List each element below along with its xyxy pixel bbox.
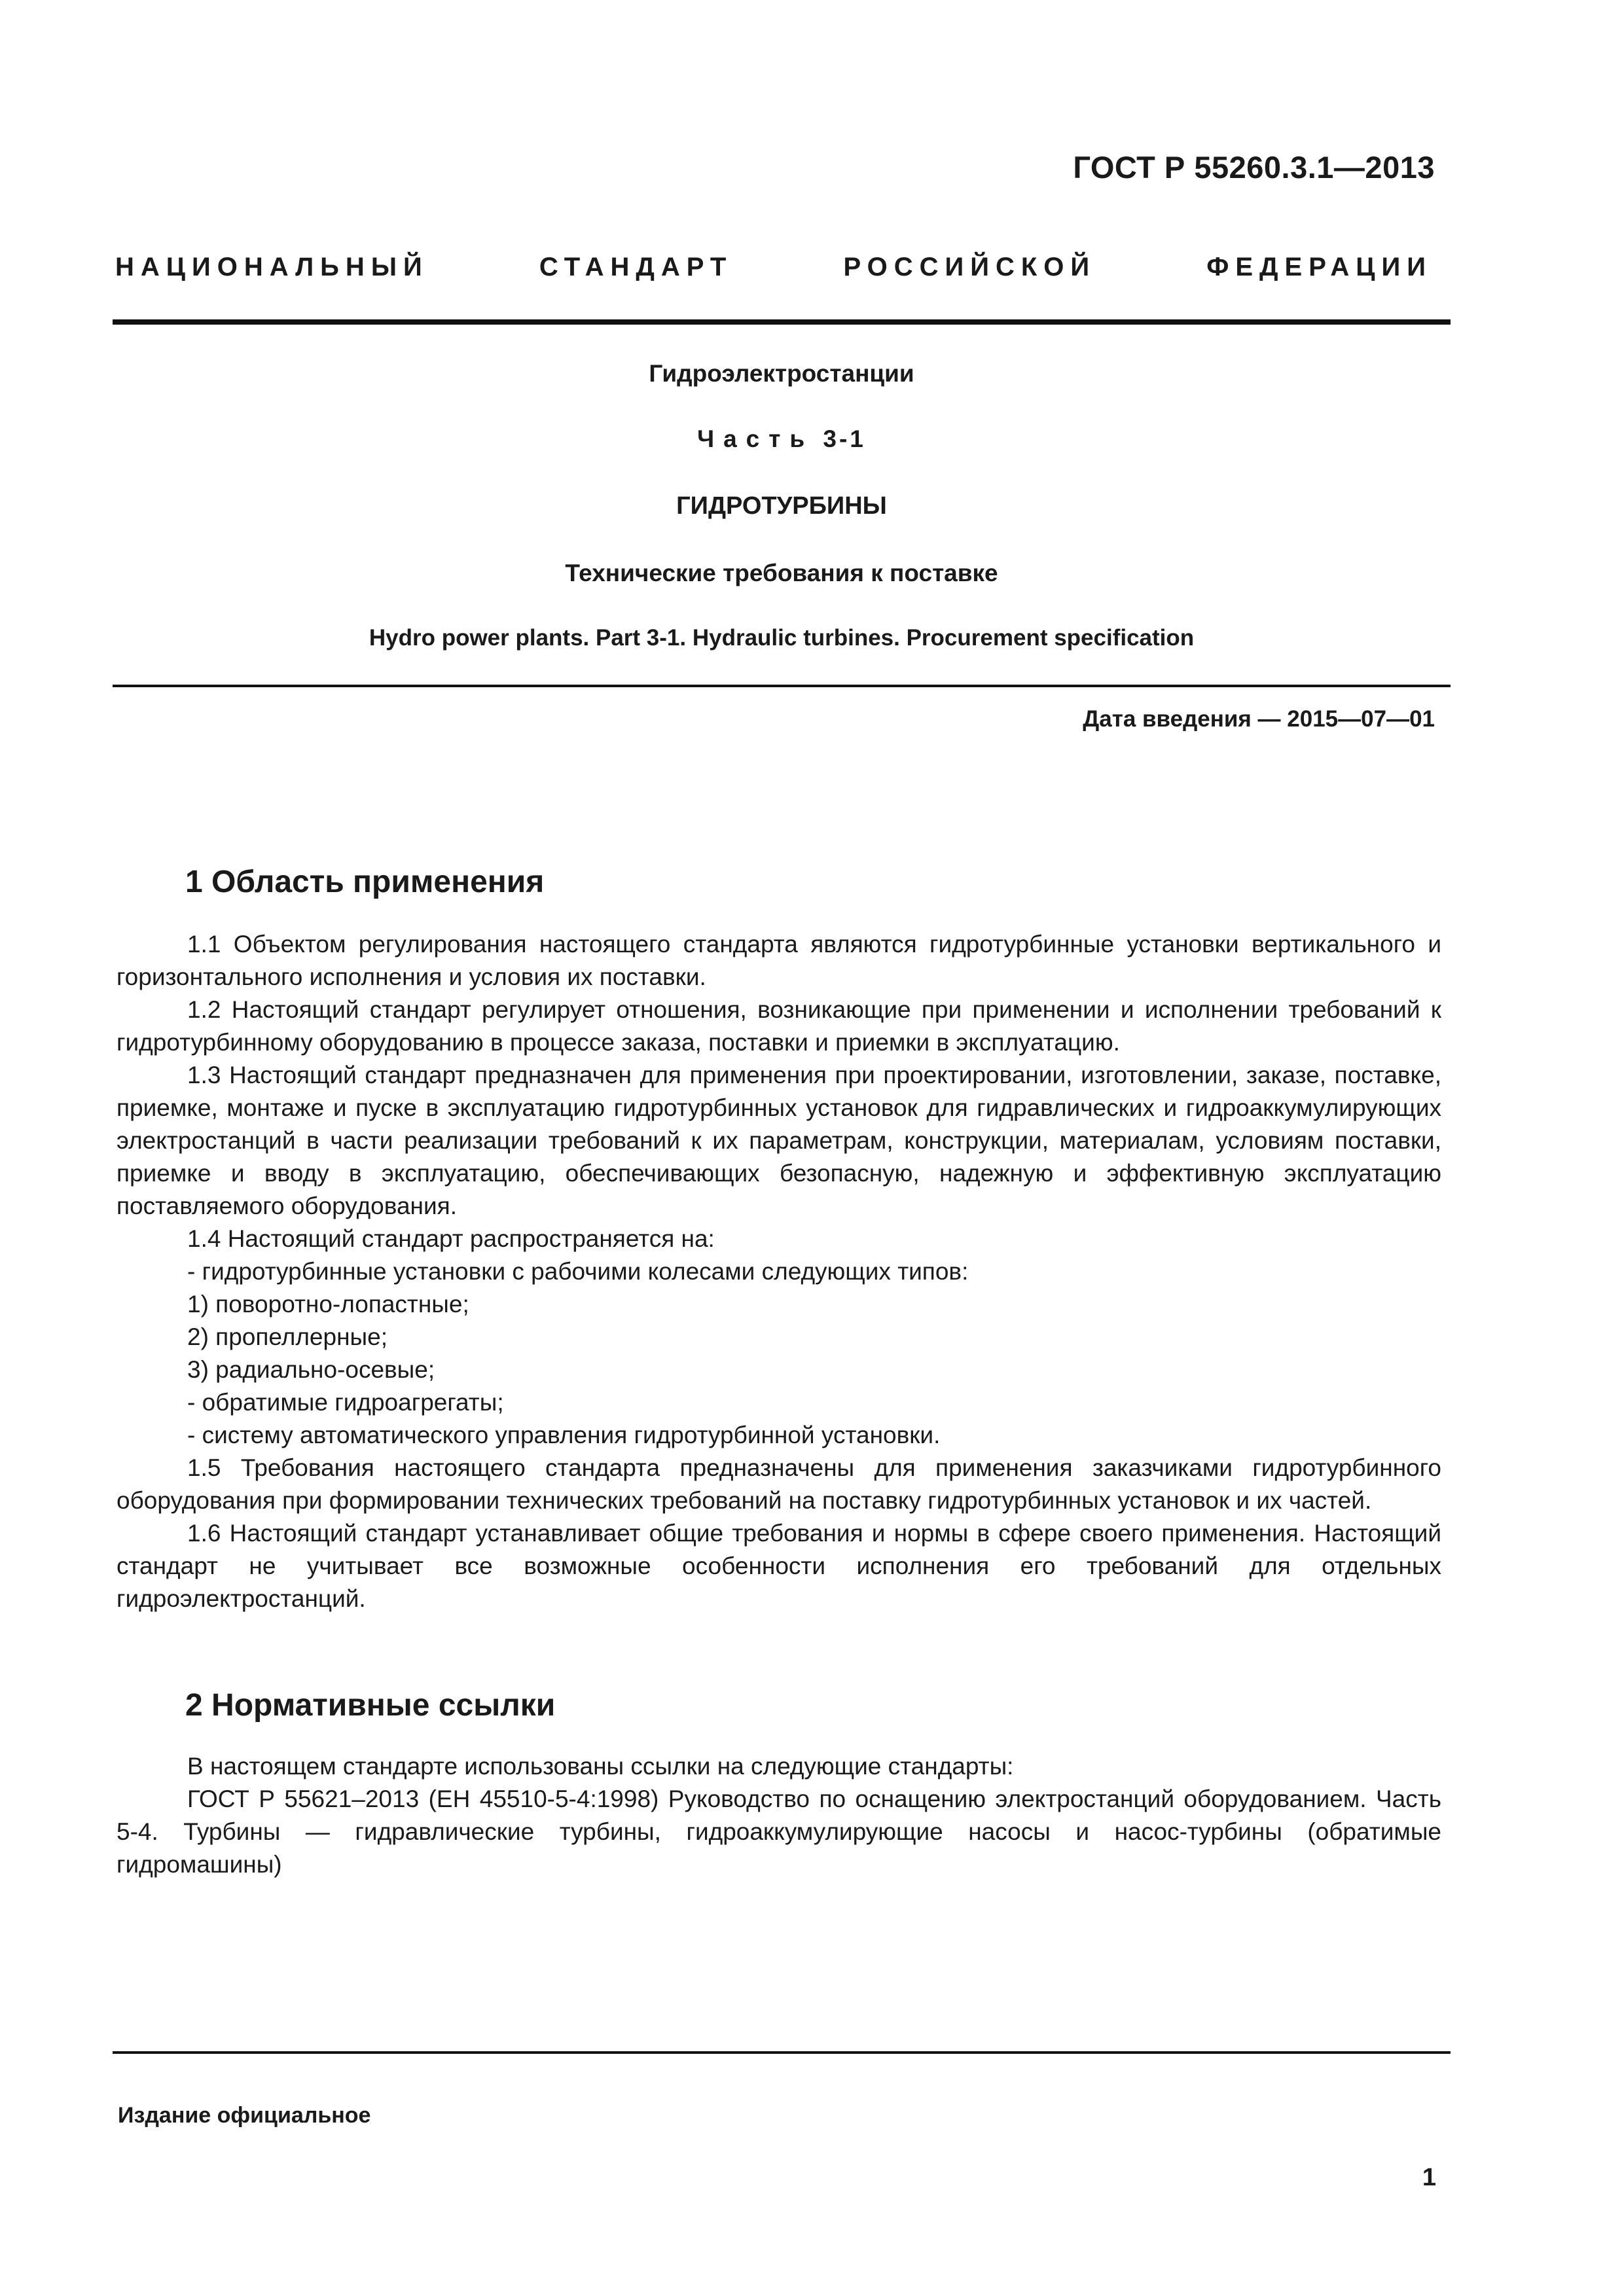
paragraph-1-1: 1.1 Объектом регулирования настоящего стандарта являются гидротурбинные установки вертикального и горизонтального исполнения и условия их поставки. [117,931,1441,990]
paragraph-1-5: 1.5 Требования настоящего стандарта предназначены для применения заказчиками гидротурбинного оборудования при формировании технических требований на поставку гидротурбинных установок и их частей. [117,1454,1441,1514]
part-number: 3-1 [823,425,866,452]
paragraph-1-3: 1.3 Настоящий стандарт предназначен для применения при проектировании, изготовлении, заказе, поставке, приемке, монтаже и пуске в эксплуатацию гидротурбинных установок для гидравлических и гидроаккумулирующих электростанций в части реализации требований к их параметрам, конструкции, материалам, условиям поставки, приемке и вводу в эксплуатацию, обеспечивающих безопасную, надежную и эффективную эксплуатацию поставляемого оборудования. [117,1062,1441,1219]
page-number: 1 [1422,2164,1436,2191]
list-item: 1) поворотно-лопастные; [187,1291,469,1318]
title-divider [113,685,1451,687]
header-divider [113,319,1451,325]
section-1-body [117,928,1441,1615]
paragraph-2-intro: В настоящем стандарте использованы ссылки на следующие стандарты: [187,1753,1014,1780]
section-2-heading: 2 Нормативные ссылки [185,1688,556,1723]
list-item: - гидротурбинные установки с рабочими колесами следующих типов: [187,1258,969,1285]
title-subject: Гидроэлектростанции [649,360,914,387]
list-item: - систему автоматического управления гидротурбинной установки. [187,1422,941,1448]
paragraph-2-reference: ГОСТ Р 55621–2013 (ЕН 45510-5-4:1998) Руководство по оснащению электростанций оборудованием. Часть 5-4. Турбины — гидравлические турбины, гидроаккумулирующие насосы и насос-турбины (обратимые гидромашины) [117,1785,1441,1878]
effective-date: Дата введения — 2015—07—01 [1083,706,1435,732]
list-item: 2) пропеллерные; [187,1323,388,1350]
edition-label: Издание официальное [118,2103,371,2128]
paragraph-1-6: 1.6 Настоящий стандарт устанавливает общие требования и нормы в сфере своего применения. Настоящий стандарт не учитывает все возможные особенности исполнения его требований для отдельных гидроэлектростанций. [117,1520,1441,1612]
title-main: ГИДРОТУРБИНЫ [676,492,887,520]
title-part [113,425,1451,453]
paragraph-1-4: 1.4 Настоящий стандарт распространяется на: [187,1225,715,1252]
document-number: ГОСТ Р 55260.3.1—2013 [1073,150,1435,185]
title-english: Hydro power plants. Part 3-1. Hydraulic turbines. Procurement specification [369,625,1195,651]
part-word: Часть [697,425,814,452]
section-1-heading: 1 Область применения [185,865,545,899]
paragraph-1-2: 1.2 Настоящий стандарт регулирует отношения, возникающие при применении и исполнении требований к гидротурбинному оборудованию в процессе заказа, поставки и приемки в эксплуатацию. [117,996,1441,1056]
national-standard-banner: НАЦИОНАЛЬНЫЙ СТАНДАРТ РОССИЙСКОЙ ФЕДЕРАЦИИ [115,253,1432,281]
list-item: 3) радиально-осевые; [187,1356,435,1383]
list-item: - обратимые гидроагрегаты; [187,1389,504,1416]
footer-divider [113,2051,1451,2054]
section-2-body [117,1750,1441,1881]
title-subtitle: Технические требования к поставке [565,560,998,586]
